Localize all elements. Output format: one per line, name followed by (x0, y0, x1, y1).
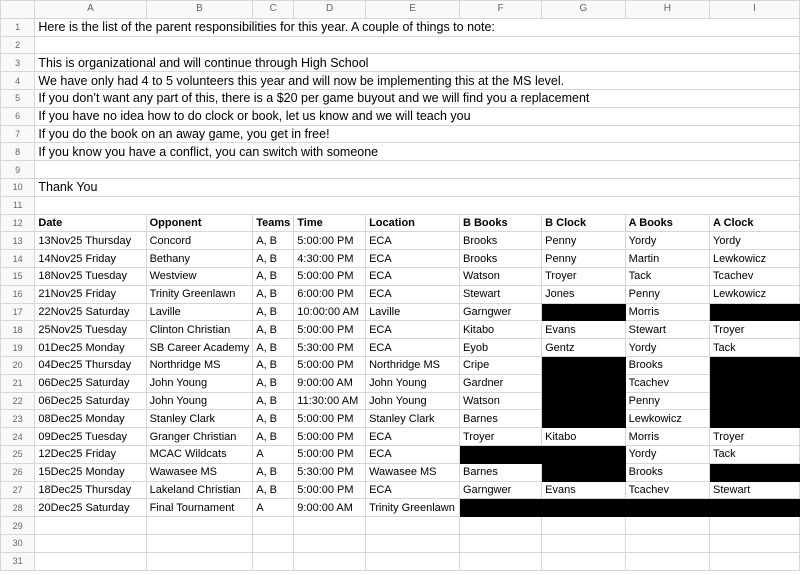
empty-cell[interactable] (294, 517, 366, 535)
table-cell[interactable]: 01Dec25 Monday (35, 339, 146, 357)
redacted-cell[interactable] (625, 499, 709, 517)
table-cell[interactable]: Penny (625, 392, 709, 410)
table-cell[interactable]: Yordy (625, 232, 709, 250)
table-cell[interactable]: Stewart (625, 321, 709, 339)
row-number[interactable]: 20 (1, 356, 35, 374)
table-cell[interactable]: A, B (253, 321, 294, 339)
column-header-g[interactable]: G (542, 1, 626, 19)
row-number[interactable]: 16 (1, 285, 35, 303)
empty-cell[interactable] (146, 534, 253, 552)
note-cell[interactable]: We have only had 4 to 5 volunteers this year and will now be implementing this at the MS level. (35, 72, 800, 90)
table-row (1, 481, 800, 499)
table-cell[interactable]: Stewart (459, 285, 541, 303)
empty-cell[interactable] (625, 534, 709, 552)
empty-cell[interactable] (35, 552, 146, 570)
table-cell[interactable]: 18Dec25 Thursday (35, 481, 146, 499)
table-cell[interactable]: ECA (366, 339, 460, 357)
redacted-cell[interactable] (459, 499, 541, 517)
row-number[interactable]: 21 (1, 374, 35, 392)
table-cell[interactable]: Yordy (710, 232, 800, 250)
table-cell[interactable]: A, B (253, 410, 294, 428)
row-number[interactable]: 31 (1, 552, 35, 570)
table-cell[interactable]: 11:30:00 AM (294, 392, 366, 410)
row-number[interactable]: 29 (1, 517, 35, 535)
redacted-cell[interactable] (710, 499, 800, 517)
empty-cell[interactable] (35, 517, 146, 535)
schedule-header-cell[interactable]: Opponent (146, 214, 253, 232)
table-cell[interactable]: ECA (366, 321, 460, 339)
table-cell[interactable]: Watson (459, 267, 541, 285)
table-cell[interactable]: 5:00:00 PM (294, 481, 366, 499)
note-row (1, 89, 800, 107)
row-number[interactable]: 17 (1, 303, 35, 321)
table-cell[interactable]: 21Nov25 Friday (35, 285, 146, 303)
empty-cell[interactable] (253, 517, 294, 535)
table-cell[interactable]: Troyer (459, 428, 541, 446)
table-cell[interactable]: ECA (366, 428, 460, 446)
redacted-cell[interactable] (710, 356, 800, 374)
table-cell[interactable]: Brooks (459, 250, 541, 268)
table-cell[interactable]: Stewart (710, 481, 800, 499)
note-cell[interactable] (35, 196, 800, 214)
redacted-cell[interactable] (542, 374, 626, 392)
table-cell[interactable]: A, B (253, 339, 294, 357)
row-number[interactable]: 24 (1, 428, 35, 446)
table-cell[interactable]: A, B (253, 463, 294, 481)
table-row (1, 445, 800, 463)
table-cell[interactable]: Cripe (459, 356, 541, 374)
table-cell[interactable]: Yordy (625, 445, 709, 463)
table-cell[interactable]: Troyer (710, 321, 800, 339)
row-number[interactable]: 18 (1, 321, 35, 339)
table-cell[interactable]: 12Dec25 Friday (35, 445, 146, 463)
table-cell[interactable]: Penny (625, 285, 709, 303)
table-cell[interactable]: Troyer (710, 428, 800, 446)
table-cell[interactable]: A (253, 445, 294, 463)
empty-cell[interactable] (294, 552, 366, 570)
table-cell[interactable]: ECA (366, 250, 460, 268)
note-cell[interactable] (35, 36, 800, 54)
row-number[interactable]: 5 (1, 89, 35, 107)
note-row (1, 196, 800, 214)
table-cell[interactable]: Wawasee MS (366, 463, 460, 481)
table-cell[interactable]: A, B (253, 250, 294, 268)
redacted-cell[interactable] (542, 445, 626, 463)
note-row (1, 125, 800, 143)
table-cell[interactable]: Gardner (459, 374, 541, 392)
table-cell[interactable]: Tcachev (625, 481, 709, 499)
column-header-h[interactable]: H (625, 1, 709, 19)
row-number[interactable]: 30 (1, 534, 35, 552)
table-cell[interactable]: Martin (625, 250, 709, 268)
table-cell[interactable]: Jones (542, 285, 626, 303)
empty-cell[interactable] (542, 517, 626, 535)
table-cell[interactable]: Wawasee MS (146, 463, 253, 481)
table-cell[interactable]: Tack (710, 339, 800, 357)
table-cell[interactable]: 10:00:00 AM (294, 303, 366, 321)
table-row (1, 303, 800, 321)
empty-cell[interactable] (459, 534, 541, 552)
table-cell[interactable]: John Young (366, 374, 460, 392)
note-cell[interactable]: If you know you have a conflict, you can switch with someone (35, 143, 800, 161)
table-cell[interactable]: 25Nov25 Tuesday (35, 321, 146, 339)
column-header-d[interactable]: D (294, 1, 366, 19)
redacted-cell[interactable] (542, 303, 626, 321)
row-number[interactable]: 6 (1, 107, 35, 125)
table-cell[interactable]: Morris (625, 428, 709, 446)
table-cell[interactable]: 04Dec25 Thursday (35, 356, 146, 374)
empty-cell[interactable] (625, 552, 709, 570)
table-cell[interactable]: Lewkowicz (625, 410, 709, 428)
table-cell[interactable]: 18Nov25 Tuesday (35, 267, 146, 285)
table-cell[interactable]: Morris (625, 303, 709, 321)
select-all-corner[interactable] (1, 1, 35, 19)
table-cell[interactable]: A, B (253, 428, 294, 446)
table-row (1, 374, 800, 392)
table-cell[interactable]: Lakeland Christian (146, 481, 253, 499)
note-cell[interactable]: This is organizational and will continue through High School (35, 54, 800, 72)
table-cell[interactable]: A (253, 499, 294, 517)
note-cell[interactable] (35, 161, 800, 179)
table-cell[interactable]: 5:00:00 PM (294, 232, 366, 250)
table-cell[interactable]: Eyob (459, 339, 541, 357)
table-cell[interactable]: 9:00:00 AM (294, 499, 366, 517)
note-cell[interactable]: If you don’t want any part of this, there is a $20 per game buyout and we will find you a replacement (35, 89, 800, 107)
redacted-cell[interactable] (542, 410, 626, 428)
table-cell[interactable]: Garngwer (459, 303, 541, 321)
table-cell[interactable]: Granger Christian (146, 428, 253, 446)
note-row (1, 54, 800, 72)
column-header-i[interactable]: I (710, 1, 800, 19)
empty-cell[interactable] (459, 552, 541, 570)
column-header-row (1, 1, 800, 19)
table-cell[interactable]: Brooks (625, 463, 709, 481)
table-row (1, 267, 800, 285)
table-cell[interactable]: 5:00:00 PM (294, 428, 366, 446)
table-cell[interactable]: Bethany (146, 250, 253, 268)
table-cell[interactable]: Tcachev (710, 267, 800, 285)
table-cell[interactable]: 22Nov25 Saturday (35, 303, 146, 321)
empty-cell[interactable] (35, 534, 146, 552)
row-number[interactable]: 10 (1, 178, 35, 196)
table-cell[interactable]: Barnes (459, 410, 541, 428)
column-header-b[interactable]: B (146, 1, 253, 19)
table-cell[interactable]: 6:00:00 PM (294, 285, 366, 303)
row-number[interactable]: 7 (1, 125, 35, 143)
table-cell[interactable]: Yordy (625, 339, 709, 357)
empty-cell[interactable] (710, 517, 800, 535)
table-cell[interactable]: Clinton Christian (146, 321, 253, 339)
empty-cell[interactable] (542, 534, 626, 552)
table-cell[interactable]: Stanley Clark (366, 410, 460, 428)
row-number[interactable]: 9 (1, 161, 35, 179)
note-cell[interactable]: If you do the book on an away game, you get in free! (35, 125, 800, 143)
note-cell[interactable]: If you have no idea how to do clock or book, let us know and we will teach you (35, 107, 800, 125)
note-cell[interactable]: Thank You (35, 178, 800, 196)
redacted-cell[interactable] (710, 374, 800, 392)
table-cell[interactable]: 5:00:00 PM (294, 410, 366, 428)
table-cell[interactable]: Tack (625, 267, 709, 285)
table-cell[interactable]: A, B (253, 356, 294, 374)
note-row (1, 143, 800, 161)
table-cell[interactable]: 06Dec25 Saturday (35, 374, 146, 392)
note-row (1, 36, 800, 54)
table-row (1, 321, 800, 339)
empty-row (1, 552, 800, 570)
row-number[interactable]: 27 (1, 481, 35, 499)
schedule-header-cell[interactable]: Teams (253, 214, 294, 232)
row-number[interactable]: 25 (1, 445, 35, 463)
redacted-cell[interactable] (542, 356, 626, 374)
redacted-cell[interactable] (542, 499, 626, 517)
empty-cell[interactable] (366, 534, 460, 552)
table-cell[interactable]: 5:00:00 PM (294, 445, 366, 463)
redacted-cell[interactable] (710, 410, 800, 428)
table-row (1, 499, 800, 517)
row-number[interactable]: 4 (1, 72, 35, 90)
table-cell[interactable]: ECA (366, 232, 460, 250)
empty-cell[interactable] (366, 552, 460, 570)
table-cell[interactable]: MCAC Wildcats (146, 445, 253, 463)
row-number[interactable]: 2 (1, 36, 35, 54)
empty-cell[interactable] (253, 534, 294, 552)
table-row (1, 392, 800, 410)
schedule-header-cell[interactable]: A Clock (710, 214, 800, 232)
table-cell[interactable]: Gentz (542, 339, 626, 357)
empty-cell[interactable] (294, 534, 366, 552)
table-cell[interactable]: A, B (253, 392, 294, 410)
empty-cell[interactable] (542, 552, 626, 570)
table-cell[interactable]: 08Dec25 Monday (35, 410, 146, 428)
row-number[interactable]: 15 (1, 267, 35, 285)
table-cell[interactable]: 06Dec25 Saturday (35, 392, 146, 410)
note-row (1, 107, 800, 125)
table-cell[interactable]: A, B (253, 285, 294, 303)
table-cell[interactable]: Troyer (542, 267, 626, 285)
row-number[interactable]: 1 (1, 18, 35, 36)
table-row (1, 463, 800, 481)
redacted-cell[interactable] (710, 392, 800, 410)
table-cell[interactable]: A, B (253, 267, 294, 285)
table-row (1, 410, 800, 428)
table-cell[interactable]: 20Dec25 Saturday (35, 499, 146, 517)
table-cell[interactable]: 14Nov25 Friday (35, 250, 146, 268)
column-header-c[interactable]: C (253, 1, 294, 19)
schedule-header-cell[interactable]: Time (294, 214, 366, 232)
table-cell[interactable]: Final Tournament (146, 499, 253, 517)
empty-cell[interactable] (146, 552, 253, 570)
table-cell[interactable]: Northridge MS (146, 356, 253, 374)
table-cell[interactable]: Stanley Clark (146, 410, 253, 428)
empty-row (1, 534, 800, 552)
table-cell[interactable]: ECA (366, 267, 460, 285)
note-row (1, 72, 800, 90)
row-number[interactable]: 19 (1, 339, 35, 357)
schedule-header-cell[interactable]: B Books (459, 214, 541, 232)
empty-cell[interactable] (253, 552, 294, 570)
table-row (1, 285, 800, 303)
table-cell[interactable]: Tack (710, 445, 800, 463)
empty-cell[interactable] (710, 534, 800, 552)
table-cell[interactable]: Concord (146, 232, 253, 250)
empty-cell[interactable] (625, 517, 709, 535)
table-cell[interactable]: John Young (146, 392, 253, 410)
table-cell[interactable]: Tcachev (625, 374, 709, 392)
table-cell[interactable]: 09Dec25 Tuesday (35, 428, 146, 446)
schedule-header-cell[interactable]: Date (35, 214, 146, 232)
empty-cell[interactable] (366, 517, 460, 535)
row-number[interactable]: 12 (1, 214, 35, 232)
redacted-cell[interactable] (542, 392, 626, 410)
table-row (1, 339, 800, 357)
row-number[interactable]: 28 (1, 499, 35, 517)
table-cell[interactable]: Evans (542, 481, 626, 499)
table-cell[interactable]: Westview (146, 267, 253, 285)
schedule-header-cell[interactable]: B Clock (542, 214, 626, 232)
column-header-a[interactable]: A (35, 1, 146, 19)
schedule-header-row (1, 214, 800, 232)
table-cell[interactable]: 5:00:00 PM (294, 267, 366, 285)
schedule-header-cell[interactable]: A Books (625, 214, 709, 232)
table-cell[interactable]: Barnes (459, 463, 541, 481)
table-cell[interactable]: 9:00:00 AM (294, 374, 366, 392)
table-cell[interactable]: ECA (366, 481, 460, 499)
table-cell[interactable]: Kitabo (459, 321, 541, 339)
table-row (1, 428, 800, 446)
table-cell[interactable]: Brooks (459, 232, 541, 250)
row-number[interactable]: 13 (1, 232, 35, 250)
table-cell[interactable]: A, B (253, 374, 294, 392)
table-cell[interactable]: 5:00:00 PM (294, 356, 366, 374)
table-cell[interactable]: Penny (542, 232, 626, 250)
redacted-cell[interactable] (710, 463, 800, 481)
column-header-e[interactable]: E (366, 1, 460, 19)
table-cell[interactable]: A, B (253, 481, 294, 499)
redacted-cell[interactable] (710, 303, 800, 321)
row-number[interactable]: 26 (1, 463, 35, 481)
row-number[interactable]: 22 (1, 392, 35, 410)
table-cell[interactable]: 5:30:00 PM (294, 463, 366, 481)
table-cell[interactable]: John Young (366, 392, 460, 410)
table-cell[interactable]: 5:00:00 PM (294, 321, 366, 339)
row-number[interactable]: 23 (1, 410, 35, 428)
note-row (1, 161, 800, 179)
table-row (1, 356, 800, 374)
table-cell[interactable]: A, B (253, 303, 294, 321)
table-cell[interactable]: Trinity Greenlawn (366, 499, 460, 517)
row-number[interactable]: 11 (1, 196, 35, 214)
table-cell[interactable]: John Young (146, 374, 253, 392)
table-cell[interactable]: Laville (146, 303, 253, 321)
table-cell[interactable]: Lewkowicz (710, 250, 800, 268)
table-cell[interactable]: Trinity Greenlawn (146, 285, 253, 303)
row-number[interactable]: 8 (1, 143, 35, 161)
table-row (1, 232, 800, 250)
table-cell[interactable]: Brooks (625, 356, 709, 374)
redacted-cell[interactable] (459, 445, 541, 463)
table-cell[interactable]: Kitabo (542, 428, 626, 446)
column-header-f[interactable]: F (459, 1, 541, 19)
note-row (1, 18, 800, 36)
redacted-cell[interactable] (542, 463, 626, 481)
table-row (1, 250, 800, 268)
table-cell[interactable]: A, B (253, 232, 294, 250)
row-number[interactable]: 3 (1, 54, 35, 72)
table-cell[interactable]: 4:30:00 PM (294, 250, 366, 268)
table-cell[interactable]: Garngwer (459, 481, 541, 499)
row-number[interactable]: 14 (1, 250, 35, 268)
schedule-header-cell[interactable]: Location (366, 214, 460, 232)
table-cell[interactable]: 15Dec25 Monday (35, 463, 146, 481)
empty-cell[interactable] (146, 517, 253, 535)
empty-cell[interactable] (459, 517, 541, 535)
empty-cell[interactable] (710, 552, 800, 570)
table-cell[interactable]: Penny (542, 250, 626, 268)
table-cell[interactable]: Watson (459, 392, 541, 410)
table-cell[interactable]: 13Nov25 Thursday (35, 232, 146, 250)
note-row (1, 178, 800, 196)
note-cell[interactable]: Here is the list of the parent responsibilities for this year. A couple of things to note: (35, 18, 800, 36)
table-cell[interactable]: Lewkowicz (710, 285, 800, 303)
empty-row (1, 517, 800, 535)
table-cell[interactable]: Evans (542, 321, 626, 339)
table-cell[interactable]: Northridge MS (366, 356, 460, 374)
table-cell[interactable]: ECA (366, 445, 460, 463)
table-cell[interactable]: ECA (366, 285, 460, 303)
table-cell[interactable]: SB Career Academy (146, 339, 253, 357)
table-cell[interactable]: Laville (366, 303, 460, 321)
table-cell[interactable]: 5:30:00 PM (294, 339, 366, 357)
